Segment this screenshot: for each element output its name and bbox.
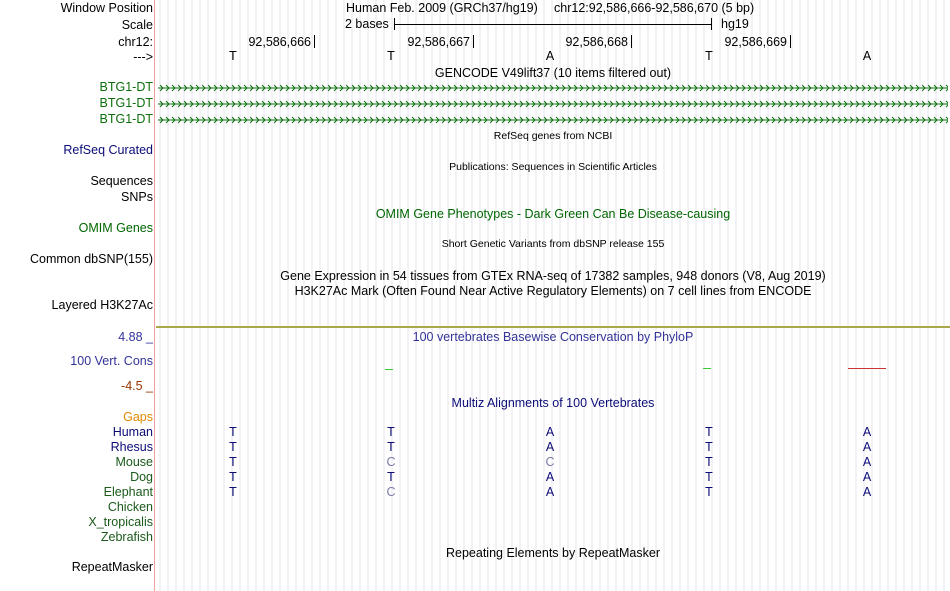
- position-text: chr12:92,586,666-92,586,670 (5 bp): [554, 1, 755, 15]
- phylop-bar: [703, 368, 711, 369]
- sequence-base: A: [862, 49, 872, 63]
- phylop-bar: [848, 368, 886, 369]
- omim-track-title[interactable]: OMIM Gene Phenotypes - Dark Green Can Be Disease-causing: [375, 207, 731, 221]
- alignment-base: C: [386, 485, 396, 499]
- alignment-base: A: [545, 440, 555, 454]
- alignment-base: A: [545, 470, 555, 484]
- scale-bar-right: [711, 18, 712, 30]
- ruler-coordinate: 92,586,667: [407, 35, 470, 49]
- phylop-max-label: 4.88 _: [118, 330, 153, 344]
- alignment-base: T: [705, 425, 713, 439]
- species-label[interactable]: Chicken: [107, 500, 153, 514]
- species-label[interactable]: Zebrafish: [100, 530, 153, 544]
- alignment-base: A: [545, 425, 555, 439]
- alignment-base: T: [705, 455, 713, 469]
- dbsnp-label[interactable]: Common dbSNP(155): [30, 252, 153, 266]
- alignment-base: A: [862, 485, 872, 499]
- gencode-item-label[interactable]: BTG1-DT: [99, 80, 153, 94]
- scale-text: 2 bases: [345, 17, 389, 31]
- alignment-base: T: [229, 440, 237, 454]
- species-label[interactable]: Elephant: [103, 485, 153, 499]
- alignment-base: T: [229, 485, 237, 499]
- alignment-base: A: [862, 470, 872, 484]
- refseq-track-title[interactable]: RefSeq genes from NCBI: [493, 130, 613, 142]
- sequence-base: A: [545, 49, 555, 63]
- alignment-base: A: [862, 455, 872, 469]
- gaps-label[interactable]: Gaps: [123, 410, 153, 424]
- scale-label: Scale: [121, 18, 153, 32]
- alignment-base: A: [862, 440, 872, 454]
- h3k27-signal-line: [156, 326, 950, 328]
- alignment-base: C: [545, 455, 555, 469]
- alignment-base: T: [705, 440, 713, 454]
- h3k27-track-title[interactable]: H3K27Ac Mark (Often Found Near Active Regulatory Elements) on 7 cell lines from ENCODE: [294, 284, 812, 298]
- h3k27-label[interactable]: Layered H3K27Ac: [51, 298, 153, 312]
- species-label[interactable]: Rhesus: [110, 440, 153, 454]
- gencode-gene-feature[interactable]: [158, 100, 948, 108]
- alignment-base: T: [229, 425, 237, 439]
- window-position-label: Window Position: [60, 1, 153, 15]
- ruler-coordinate: 92,586,668: [565, 35, 628, 49]
- publications-track-title[interactable]: Publications: Sequences in Scientific Articles: [449, 161, 657, 173]
- gencode-track-title[interactable]: GENCODE V49lift37 (10 items filtered out): [434, 66, 672, 80]
- alignment-base: T: [387, 470, 395, 484]
- alignment-base: T: [705, 485, 713, 499]
- species-label[interactable]: Dog: [130, 470, 153, 484]
- alignment-base: A: [862, 425, 872, 439]
- gencode-gene-feature[interactable]: [158, 84, 948, 92]
- sequences-label[interactable]: Sequences: [90, 174, 153, 188]
- ruler-tick: [473, 35, 474, 48]
- repeatmasker-track-title[interactable]: Repeating Elements by RepeatMasker: [445, 546, 660, 560]
- sequence-base: T: [229, 49, 237, 63]
- alignment-base: T: [387, 425, 395, 439]
- phylop-bar: [385, 369, 393, 370]
- species-label[interactable]: Human: [112, 425, 153, 439]
- sequence-base: T: [387, 49, 395, 63]
- ruler-coordinate: 92,586,666: [248, 35, 311, 49]
- multiz-track-title[interactable]: Multiz Alignments of 100 Vertebrates: [451, 396, 655, 410]
- gencode-gene-feature[interactable]: [158, 116, 948, 124]
- gtex-track-title[interactable]: Gene Expression in 54 tissues from GTEx RNA-seq of 17382 samples, 948 donors (V8, Aug 2019): [280, 269, 826, 283]
- sidebar-divider: [154, 0, 155, 591]
- alignment-base: T: [229, 455, 237, 469]
- alignment-base: C: [386, 455, 396, 469]
- alignment-base: T: [705, 470, 713, 484]
- scale-bar: [394, 24, 712, 25]
- phylop-track-title[interactable]: 100 vertebrates Basewise Conservation by PhyloP: [412, 330, 694, 344]
- strand-label[interactable]: --->: [133, 50, 153, 64]
- sequence-base: T: [705, 49, 713, 63]
- species-label[interactable]: X_tropicalis: [88, 515, 153, 529]
- gencode-item-label[interactable]: BTG1-DT: [99, 96, 153, 110]
- assembly-text: Human Feb. 2009 (GRCh37/hg19): [346, 1, 538, 15]
- dbsnp-track-title[interactable]: Short Genetic Variants from dbSNP release 155: [441, 238, 665, 250]
- refseq-label[interactable]: RefSeq Curated: [63, 143, 153, 157]
- phylop-label[interactable]: 100 Vert. Cons: [70, 354, 153, 368]
- phylop-min-label: -4.5 _: [121, 379, 153, 393]
- repeatmasker-label[interactable]: RepeatMasker: [71, 560, 153, 574]
- species-label[interactable]: Mouse: [115, 455, 153, 469]
- ruler-tick: [314, 35, 315, 48]
- scale-db: hg19: [721, 17, 749, 31]
- ruler-tick: [790, 35, 791, 48]
- ruler-coordinate: 92,586,669: [724, 35, 787, 49]
- alignment-base: T: [387, 440, 395, 454]
- alignment-base: A: [545, 485, 555, 499]
- alignment-base: T: [229, 470, 237, 484]
- ruler-tick: [631, 35, 632, 48]
- omim-label[interactable]: OMIM Genes: [78, 221, 153, 235]
- gencode-item-label[interactable]: BTG1-DT: [99, 112, 153, 126]
- snps-label[interactable]: SNPs: [121, 190, 153, 204]
- chrom-label: chr12:: [118, 35, 153, 49]
